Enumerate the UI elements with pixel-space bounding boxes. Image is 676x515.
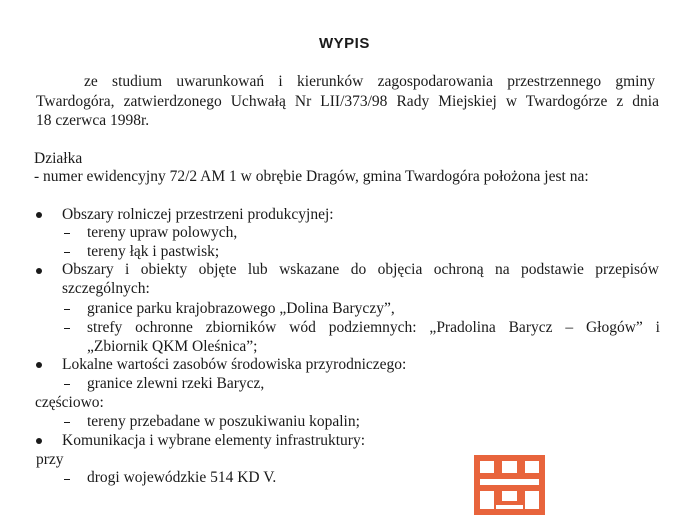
bullet-icon [36, 212, 42, 218]
intro-line-2: Twardogóra, zatwierdzonego Uchwałą Nr LII/373/98 Rady Miejskiej w Twardogórze z dnia [36, 93, 659, 110]
dash-icon [64, 384, 70, 385]
section-3-partial-label: częściowo: [35, 394, 104, 411]
section-1-item-1: tereny upraw polowych, [87, 224, 238, 241]
section-3-item-1: granice zlewni rzeki Barycz, [87, 375, 265, 392]
intro-line-1: ze studium uwarunkowań i kierunków zagospodarowania przestrzennego gminy [84, 73, 655, 90]
section-2-item-2-line-2: „Zbiornik QKM Oleśnica”; [87, 338, 258, 355]
dash-icon [64, 479, 70, 480]
section-4-item-1: drogi wojewódzkie 514 KD V. [87, 469, 277, 486]
section-2-item-2-line-1: strefy ochronne zbiorników wód podziemnych: „Pradolina Barycz – Głogów” i [87, 319, 660, 336]
bullet-icon [36, 362, 42, 368]
section-3-item-2: tereny przebadane w poszukiwaniu kopalin; [87, 413, 360, 430]
dash-icon [64, 328, 70, 329]
bullet-icon [36, 268, 42, 274]
intro-line-3: 18 czerwca 1998r. [36, 112, 150, 129]
dash-icon [64, 422, 70, 423]
dash-icon [64, 252, 70, 253]
section-2-item-1: granice parku krajobrazowego „Dolina Baryczy”, [87, 300, 395, 317]
section-4-heading: Komunikacja i wybrane elementy infrastruktury: [62, 432, 366, 449]
section-3-heading: Lokalne wartości zasobów środowiska przyrodniczego: [62, 356, 407, 373]
section-4-prefix: przy [36, 451, 64, 468]
dash-icon [64, 309, 70, 310]
section-2-heading-line-2: szczególnych: [62, 280, 150, 297]
document-title: WYPIS [319, 35, 370, 52]
parcel-heading: Działka [34, 150, 83, 167]
parcel-description: - numer ewidencyjny 72/2 AM 1 w obrębie Dragów, gmina Twardogóra położona jest na: [34, 168, 589, 185]
section-2-heading-line-1: Obszary i obiekty objęte lub wskazane do objęcia ochroną na podstawie przepisów [62, 261, 659, 278]
building-logo-icon [474, 455, 545, 515]
section-1-heading: Obszary rolniczej przestrzeni produkcyjnej: [62, 206, 334, 223]
dash-icon [64, 233, 70, 234]
section-1-item-2: tereny łąk i pastwisk; [87, 243, 220, 260]
bullet-icon [36, 438, 42, 444]
